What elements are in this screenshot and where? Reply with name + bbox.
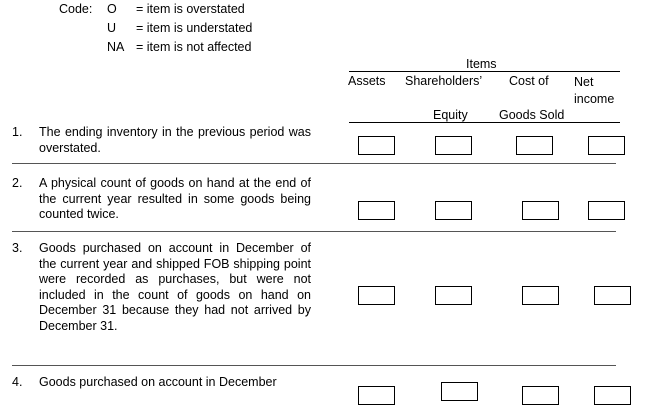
answer-equity-input[interactable] xyxy=(435,286,472,305)
question-number: 1. xyxy=(12,125,23,139)
legend-code-u: U xyxy=(107,21,117,35)
answer-cogs-input[interactable] xyxy=(522,386,559,405)
question-text: Goods purchased on account in December xyxy=(39,375,277,389)
question-number: 2. xyxy=(12,176,23,190)
column-header-rule xyxy=(349,122,620,123)
answer-net-income-input[interactable] xyxy=(594,286,631,305)
answer-net-income-input[interactable] xyxy=(588,201,625,220)
column-header-equity: Equity xyxy=(433,108,468,122)
items-group-label: Items xyxy=(466,57,497,71)
legend-title: Code: xyxy=(59,2,93,16)
answer-equity-input[interactable] xyxy=(435,136,472,155)
row-divider xyxy=(12,231,616,232)
column-header-shareholders: Shareholders’ xyxy=(405,74,483,88)
items-group-rule xyxy=(349,71,620,72)
column-header-cost-of: Cost of xyxy=(509,74,549,88)
answer-equity-input[interactable] xyxy=(441,382,478,401)
legend-desc-u: = item is understated xyxy=(136,21,253,35)
column-header-goods-sold: Goods Sold xyxy=(499,108,565,122)
answer-equity-input[interactable] xyxy=(435,201,472,220)
question-text: The ending inventory in the previous period was overstated. xyxy=(39,125,311,155)
question-number: 3. xyxy=(12,241,23,255)
legend-desc-o: = item is overstated xyxy=(136,2,245,16)
answer-assets-input[interactable] xyxy=(358,201,395,220)
legend-code-na: NA xyxy=(107,40,125,54)
question-text: Goods purchased on account in December of the current year and shipped FOB shipping point were recorded as purchases, but were not included in the count of goods on hand on December 31 because they had not arrived by December 31. xyxy=(39,241,311,333)
answer-assets-input[interactable] xyxy=(358,386,395,405)
answer-net-income-input[interactable] xyxy=(588,136,625,155)
row-divider xyxy=(12,163,616,164)
answer-net-income-input[interactable] xyxy=(594,386,631,405)
answer-cogs-input[interactable] xyxy=(516,136,553,155)
answer-cogs-input[interactable] xyxy=(522,286,559,305)
legend-code-o: O xyxy=(107,2,117,16)
answer-cogs-input[interactable] xyxy=(522,201,559,220)
row-divider xyxy=(12,365,616,366)
column-header-assets: Assets xyxy=(348,74,386,88)
legend-desc-na: = item is not affected xyxy=(136,40,252,54)
column-header-net-income: Net income xyxy=(574,75,615,106)
answer-assets-input[interactable] xyxy=(358,136,395,155)
question-number: 4. xyxy=(12,375,23,389)
answer-assets-input[interactable] xyxy=(358,286,395,305)
question-text: A physical count of goods on hand at the end of the current year resulted in some goods being counted twice. xyxy=(39,176,311,221)
